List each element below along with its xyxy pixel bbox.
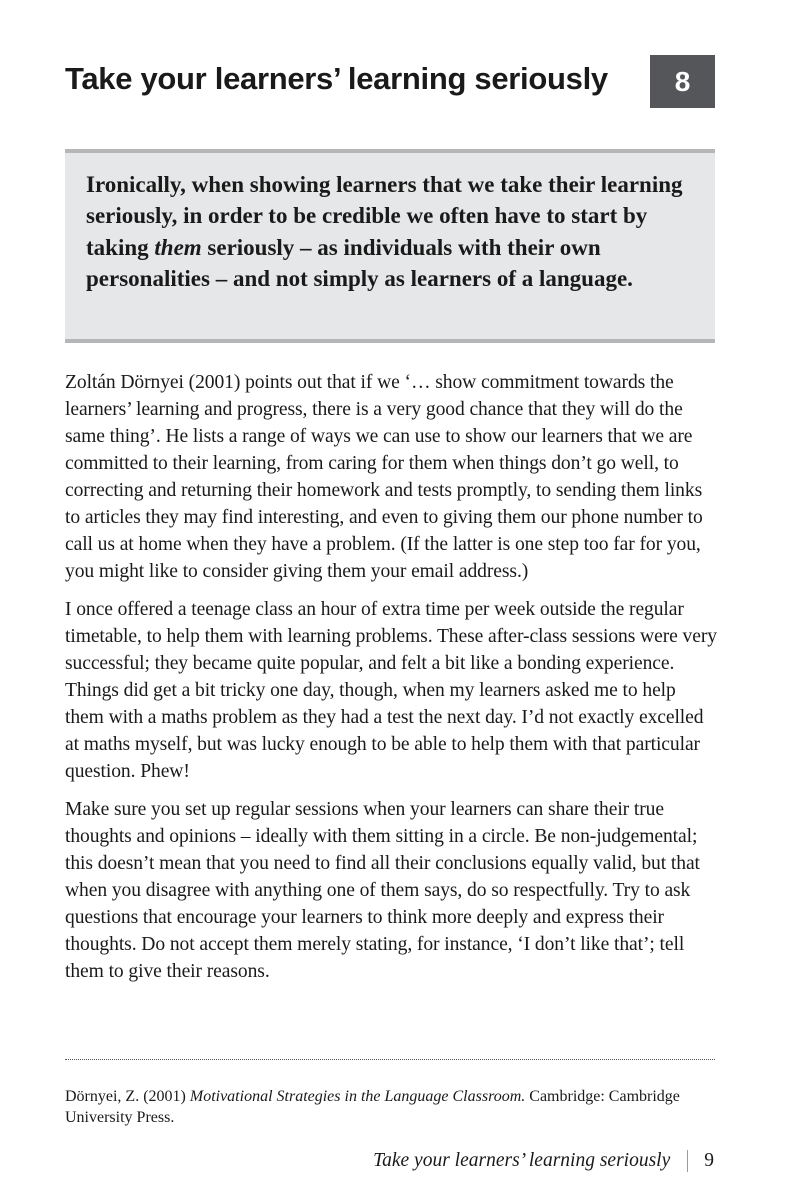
body-paragraph: I once offered a teenage class an hour of extra time per week outside the regular timetable, to help them with learning problems. These after-class sessions were very successful; they became quite popular, and felt a bit like a bonding experience. Things did get a bit tricky one day, though, when my learners asked me to help them with a maths problem as they had a test the next day. I’d not exactly excelled at maths myself, but was lucky enough to be able to help them with that particular question. Phew! bbox=[65, 599, 717, 782]
pull-quote-text bbox=[86, 169, 694, 294]
pull-quote-box bbox=[65, 149, 715, 343]
chapter-heading bbox=[65, 55, 715, 108]
page-footer bbox=[373, 1149, 714, 1173]
page-title: Take your learners’ learning seriously bbox=[65, 61, 608, 96]
running-title: Take your learners’ learning seriously bbox=[373, 1150, 671, 1171]
chapter-number-badge: 8 bbox=[650, 55, 715, 108]
reference-book-title: Motivational Strategies in the Language Classroom. bbox=[189, 1088, 526, 1105]
body-text bbox=[65, 369, 717, 996]
body-paragraph: Zoltán Dörnyei (2001) points out that if we ‘… show commitment towards the learners’ learning and progress, there is a very good chance that they will do the same thing’. He lists a range of ways we can use to show our learners that we are committed to their learning, from caring for them when things don’t go well, to correcting and returning their homework and tests promptly, to sending them links to articles they may find interesting, and even to giving them our phone number to call us at home when they have a problem. (If the latter is one step too far for you, you might like to consider giving them your email address.) bbox=[65, 372, 703, 582]
reference-author: Dörnyei, Z. (2001) bbox=[65, 1088, 190, 1105]
reference-publisher: Cambridge: Cambridge University Press. bbox=[65, 1088, 680, 1126]
footer-separator bbox=[687, 1150, 688, 1172]
footnote-divider bbox=[65, 1059, 715, 1060]
reference-citation bbox=[65, 1086, 715, 1128]
page-number: 9 bbox=[704, 1150, 714, 1171]
pull-quote-text-start: Ironically, when showing learners that we take their learning seriously, in order to be credible we often have to start by taking bbox=[86, 172, 683, 260]
pull-quote-emphasis: them bbox=[154, 234, 202, 260]
pull-quote-text-end: seriously – as individuals with their own personalities – and not simply as learners of a language. bbox=[86, 234, 633, 291]
body-paragraph: Make sure you set up regular sessions when your learners can share their true thoughts and opinions – ideally with them sitting in a circle. Be non-judgemental; this doesn’t mean that you need to find all their conclusions equally valid, but that when you disagree with anything one of them says, do so respectfully. Try to ask questions that encourage your learners to think more deeply and express their thoughts. Do not accept them merely stating, for instance, ‘I don’t like that’; tell them to give their reasons. bbox=[65, 799, 700, 982]
